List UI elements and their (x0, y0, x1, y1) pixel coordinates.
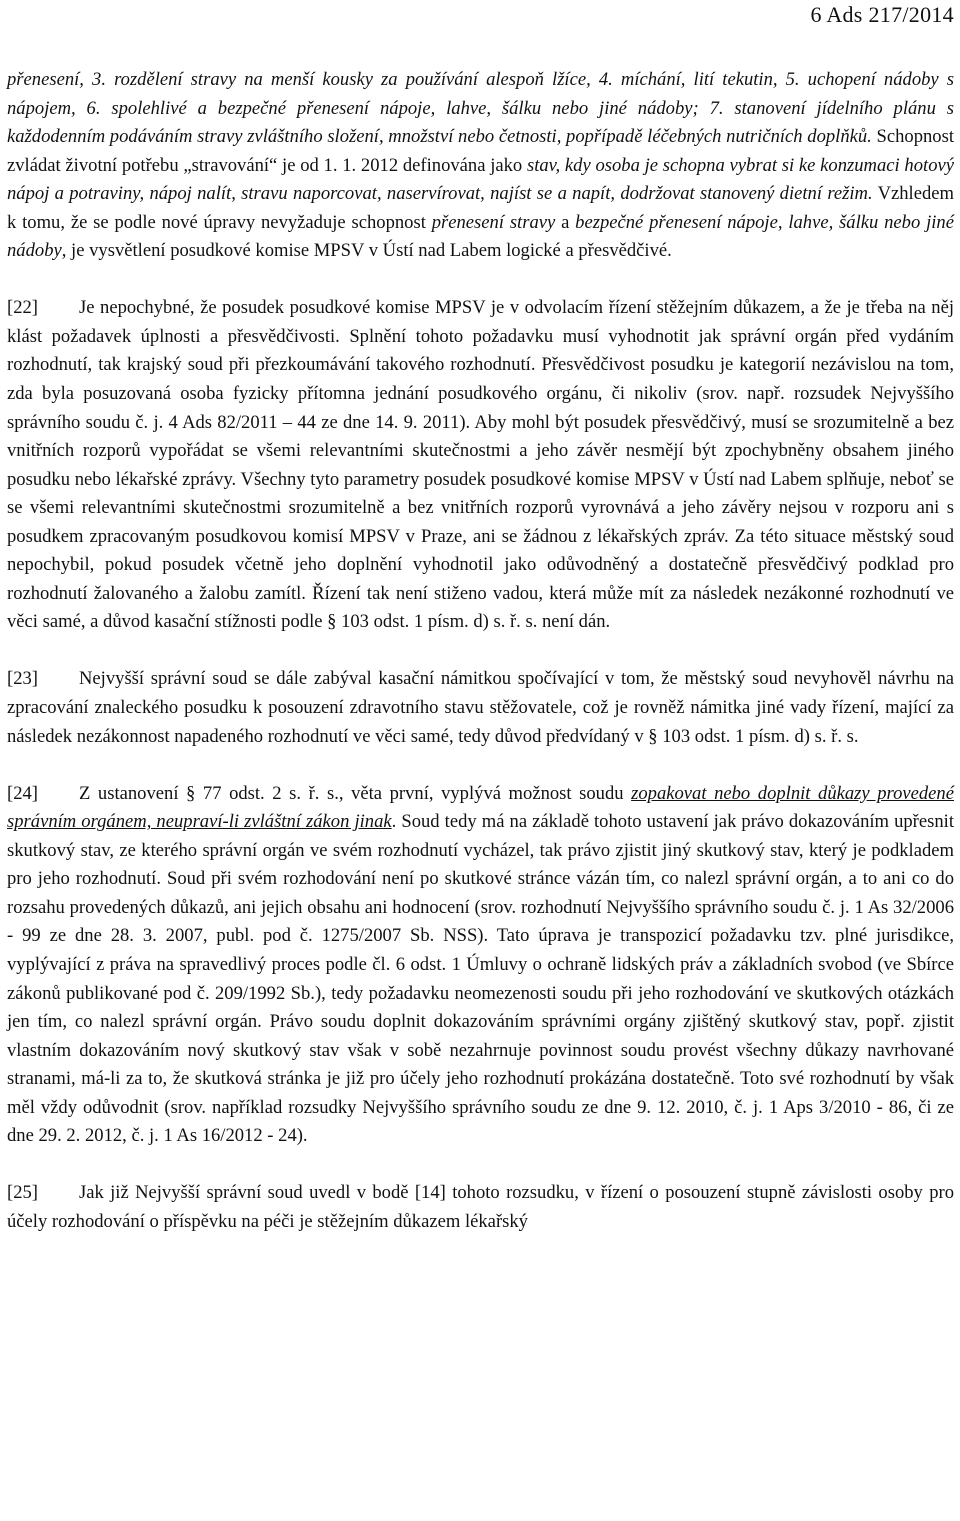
text-run: Jak již Nejvyšší správní soud uvedl v bodě [14] tohoto rozsudku, v řízení o posouzení stupně závislosti osoby pro účely rozhodování o příspěvku na péči je stěžejním důkazem lékařský (7, 1182, 954, 1232)
document-body (7, 66, 954, 1236)
text-run: Je nepochybné, že posudek posudkové komise MPSV je v odvolacím řízení stěžejním důkazem, a že je třeba na něj klást požadavek úplnosti a přesvědčivosti. Splnění tohoto požadavku musí vyhodnotit jak správní orgán před vydáním rozhodnutí, tak krajský soud při přezkoumávání takového rozhodnutí. Přesvědčivost posudku je kategorií nezávislou na tom, zda byla posuzovaná osoba fyzicky přítomna jednání posudkového orgánu, či nikoliv (srov. např. rozsudek Nejvyššího správního soudu č. j. 4 Ads 82/2011 – 44 ze dne 14. 9. 2011). Aby mohl být posudek přesvědčivý, musí se srozumitelně a bez vnitřních rozporů vypořádat se všemi relevantními skutečnostmi a jeho závěr nesmějí být zpochybněny obsahem jiného posudku nebo lékařské zprávy. Všechny tyto parametry posudek posudkové komise MPSV v Ústí nad Labem splňuje, neboť se se všemi relevantními skutečnostmi srozumitelně a bez vnitřních rozporů vyrovnává a jeho závěry nejsou v rozporu ani s posudkem zpracovaným posudkovou komisí MPSV v Praze, ani se žádnou z lékařských zpráv. Za této situace městský soud nepochybil, pokud posudek včetně jeho doplnění vyhodnotil jako odůvodněný a dostatečně přesvědčivý podklad pro rozhodnutí žalovaného a žalobu zamítl. Řízení tak není stiženo vadou, která může mít za následek nezákonné rozhodnutí ve věci samé, a důvod kasační stížnosti podle § 103 odst. 1 písm. d) s. ř. s. není dán. (7, 297, 954, 633)
paragraph-number: [24] (7, 782, 38, 804)
italic-text: bezpečné přenesení nápoje, lahve, šálku nebo jiné nádoby (7, 211, 954, 262)
text-run: Schopnost zvládat životní potřebu „stravování“ je od 1. 1. 2012 definována jako (7, 126, 954, 176)
italic-text: přenesení, 3. rozdělení stravy na menší kousky za používání alespoň lžíce, 4. míchání, lití tekutin, 5. uchopení nádoby s nápojem, 6. spolehlivé a bezpečné přenesení nápoje, lahve, šálku nebo jiné nádoby; 7. stanovení jídelního plánu s každodenním podáváním stravy zvláštního složení, množství nebo četnosti, popřípadě léčebných nutričních doplňků. (7, 69, 954, 148)
text-run: , je vysvětlení posudkové komise MPSV v Ústí nad Labem logické a přesvědčivé. (61, 240, 672, 262)
italic-underlined-text: zopakovat nebo doplnit důkazy provedené správním orgánem, neupraví-li zvláštní zákon jinak (7, 782, 954, 833)
italic-text: stav, kdy osoba je schopna vybrat si ke konzumaci hotový nápoj a potraviny, nápoj nalít, stravu naporcovat, naservírovat, najíst se a napít, dodržovat stanovený dietní režim. (7, 154, 954, 205)
text-run: Z ustanovení § 77 odst. 2 s. ř. s., věta první, vyplývá možnost soudu (79, 782, 632, 804)
paragraph-25 (7, 1179, 954, 1236)
paragraph-24 (7, 780, 954, 1151)
italic-text: přenesení stravy (431, 211, 556, 233)
text-run: Vzhledem k tomu, že se podle nové úpravy nevyžaduje schopnost (7, 183, 954, 233)
text-run: . Soud tedy má na základě tohoto ustavení jak právo dokazováním upřesnit skutkový stav, ze kterého správní orgán ve svém rozhodnutí vycházel, tak právo zjistit jiný skutkový stav, který je podkladem pro jeho rozhodnutí. Soud při svém rozhodování není po skutkové stránce vázán tím, co nalezl správní orgán, a to ani co do rozsahu provedených důkazů, ani jejich obsahu ani hodnocení (srov. rozhodnutí Nejvyššího správního soudu č. j. 1 As 32/2006 - 99 ze dne 28. 3. 2007, publ. pod č. 1275/2007 Sb. NSS). Tato úprava je transpozicí požadavku tzv. plné jurisdikce, vyplývající z práva na spravedlivý proces podle čl. 6 odst. 1 Úmluvy o ochraně lidských práv a základních svobod (ve Sbírce zákonů publikované pod č. 209/1992 Sb.), tedy požadavku neomezenosti soudu při jeho rozhodování ve skutkových otázkách jen tím, co nalezl správní orgán. Právo soudu doplnit dokazováním správními orgány zjištěný skutkový stav, popř. zjistit vlastním dokazováním nový skutkový stav však v sobě nezahrnuje povinnost soudu provést všechny důkazy navrhované stranami, má-li za to, že skutková stránka je již pro účely jeho rozhodnutí prokázána dostatečně. Toto své rozhodnutí by však měl vždy odůvodnit (srov. například rozsudky Nejvyššího správního soudu ze dne 9. 12. 2010, č. j. 1 Aps 3/2010 - 86, či ze dne 29. 2. 2012, č. j. 1 As 16/2012 - 24). (7, 811, 954, 1147)
paragraph-number: [23] (7, 668, 38, 690)
paragraph-23 (7, 665, 954, 751)
paragraph-number: [22] (7, 297, 38, 319)
paragraph-continuation (7, 66, 954, 266)
paragraph-number: [25] (7, 1182, 38, 1204)
case-number-header: 6 Ads 217/2014 (810, 2, 954, 27)
paragraph-22 (7, 294, 954, 637)
text-run: a (555, 211, 576, 233)
text-run: Nejvyšší správní soud se dále zabýval kasační námitkou spočívající v tom, že městský soud nevyhověl návrhu na zpracování znaleckého posudku k posouzení zdravotního stavu stěžovatele, což je rovněž námitka jiné vady řízení, mající za následek nezákonnost napadeného rozhodnutí ve věci samé, tedy důvod předvídaný v § 103 odst. 1 písm. d) s. ř. s. (7, 668, 954, 747)
